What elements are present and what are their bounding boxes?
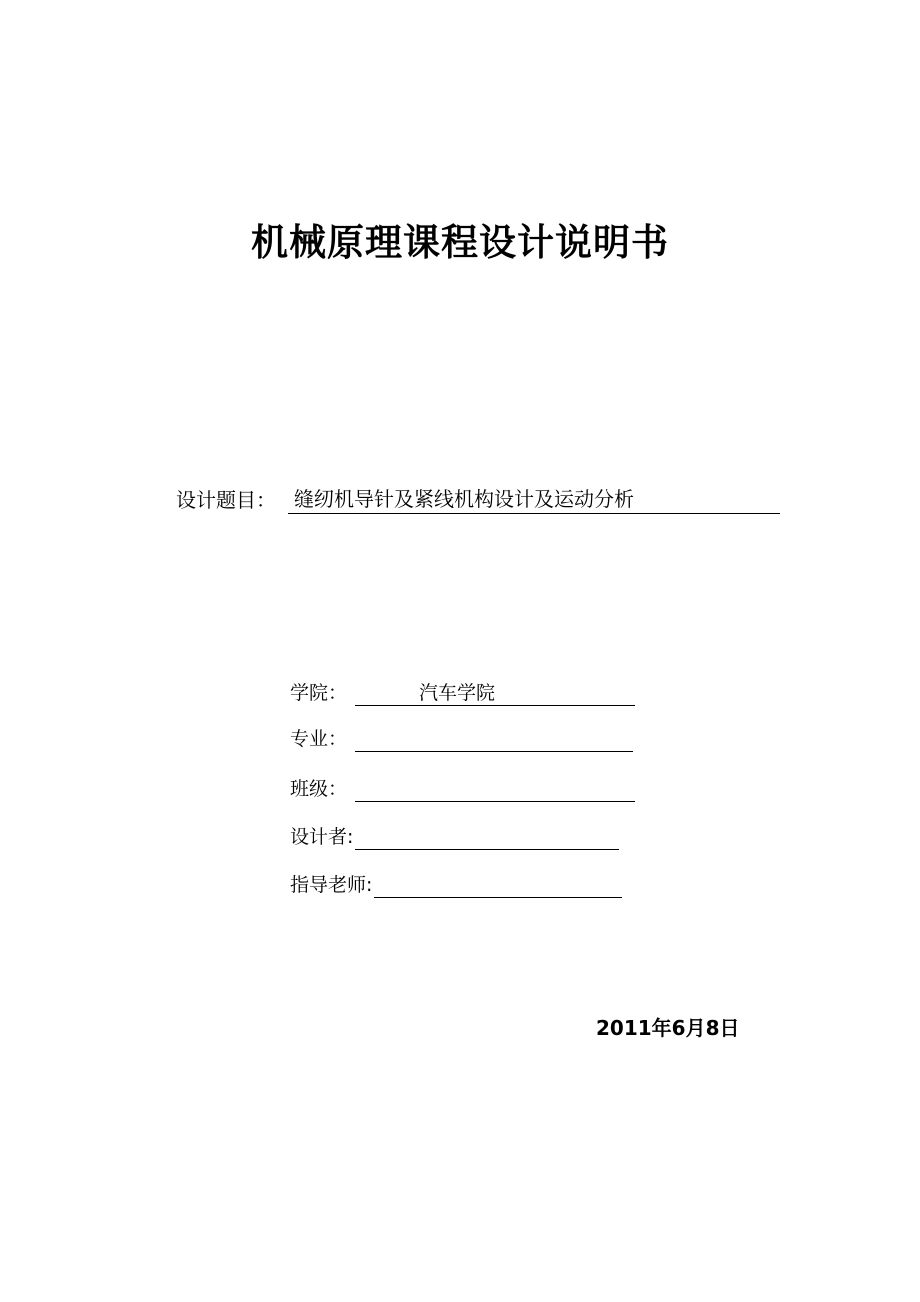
design-topic-label: 设计题目： [176, 488, 276, 512]
field-label-advisor: 指导老师: [290, 874, 373, 896]
field-row-college [290, 676, 635, 706]
field-row-advisor [290, 868, 622, 898]
field-value-class [355, 776, 635, 802]
field-row-major [290, 722, 633, 752]
design-topic-value: 缝纫机导针及紧线机构设计及运动分析 [288, 485, 780, 514]
field-label-college: 学院： [290, 682, 348, 704]
document-title: 机械原理课程设计说明书 [251, 221, 669, 264]
field-value-designer [355, 824, 619, 850]
field-label-class: 班级： [290, 778, 348, 800]
field-value-advisor [374, 872, 622, 898]
field-row-class [290, 772, 635, 802]
field-value-major [355, 726, 633, 752]
field-row-designer [290, 820, 619, 850]
field-label-designer: 设计者: [290, 826, 354, 848]
field-value-college: 汽车学院 [355, 680, 635, 706]
document-date: 2011年6月8日 [596, 1016, 740, 1040]
field-label-major: 专业： [290, 728, 348, 750]
design-topic-row [176, 482, 780, 514]
